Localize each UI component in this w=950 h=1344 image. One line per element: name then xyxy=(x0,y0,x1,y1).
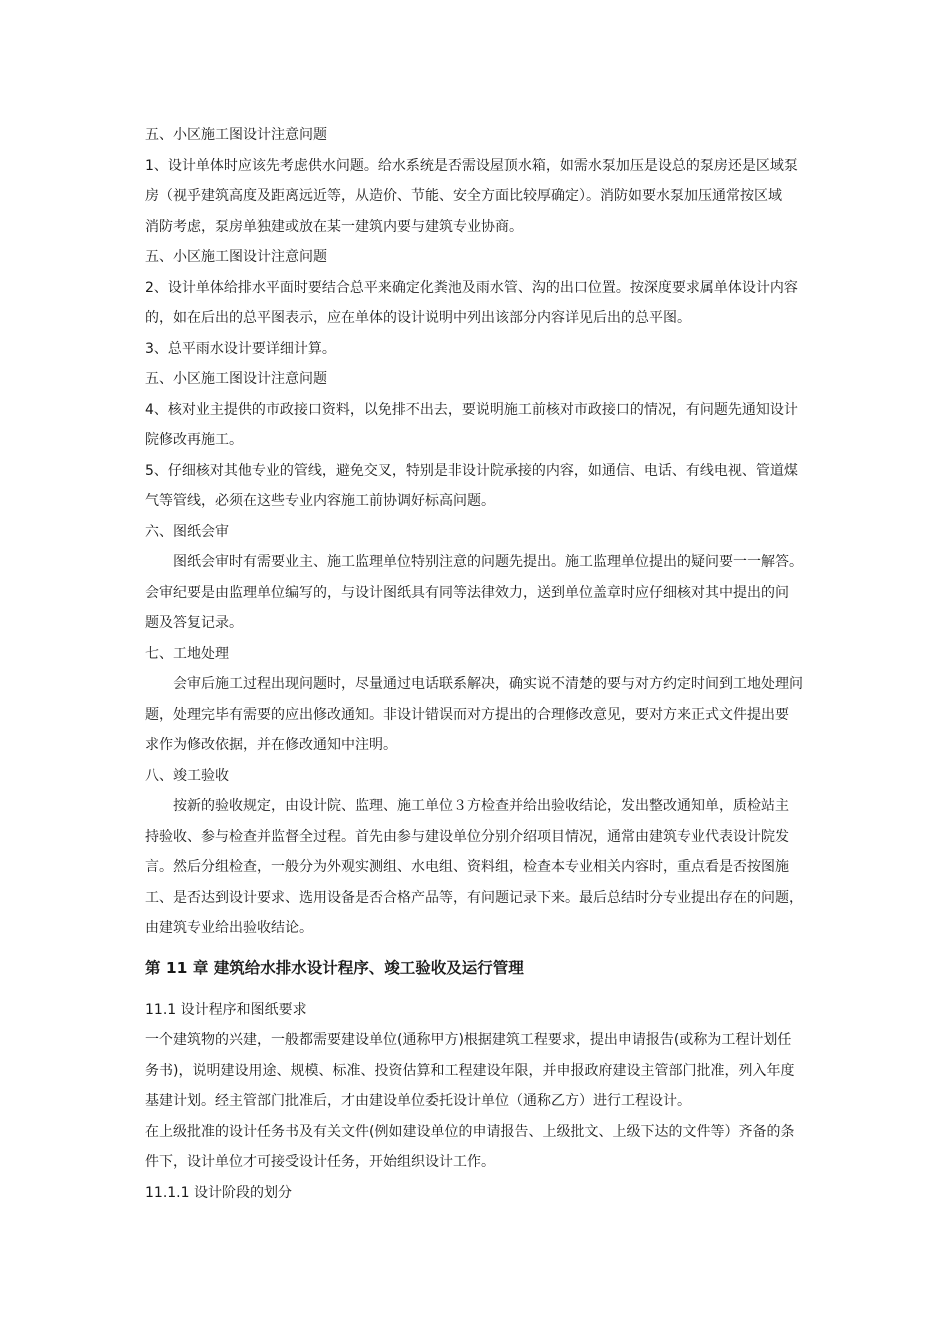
section-heading: 六、图纸会审 xyxy=(145,523,229,540)
paragraph-line: 的，如在后出的总平图表示，应在单体的设计说明中列出该部分内容详见后出的总平图。 xyxy=(145,310,691,326)
paragraph-line: 4、核对业主提供的市政接口资料，以免排不出去，要说明施工前核对市政接口的情况，有问题先通知设计 xyxy=(145,401,798,418)
paragraph-line: 会审后施工过程出现问题时，尽量通过电话联系解决，确实说不清楚的要与对方约定时间到工地处理问 xyxy=(173,676,803,692)
paragraph-line: 会审纪要是由监理单位编写的，与设计图纸具有同等法律效力，送到单位盖章时应仔细核对其中提出的问 xyxy=(145,584,789,601)
paragraph-line: 图纸会审时有需要业主、施工监理单位特别注意的问题先提出。施工监理单位提出的疑问要一一解答。 xyxy=(173,554,803,570)
paragraph-line: 气等管线，必须在这些专业内容施工前协调好标高问题。 xyxy=(145,493,495,509)
paragraph-line: 一个建筑物的兴建，一般都需要建设单位(通称甲方)根据建筑工程要求，提出申请报告(或称为工程计划任 xyxy=(145,1032,792,1048)
paragraph-line: 求作为修改依据，并在修改通知中注明。 xyxy=(145,737,397,753)
chapter-title: 第 11 章 建筑给水排水设计程序、竣工验收及运行管理 xyxy=(145,958,524,977)
paragraph-line: 题及答复记录。 xyxy=(145,615,243,631)
paragraph-line: 言。然后分组检查，一般分为外观实测组、水电组、资料组，检查本专业相关内容时，重点看是否按图施 xyxy=(145,859,789,875)
section-heading: 八、竣工验收 xyxy=(145,767,229,784)
section-heading: 五、小区施工图设计注意问题 xyxy=(145,127,327,143)
section-heading: 七、工地处理 xyxy=(145,645,229,662)
paragraph-line: 基建计划。经主管部门批准后，才由建设单位委托设计单位（通称乙方）进行工程设计。 xyxy=(145,1093,691,1109)
paragraph-line: 消防考虑，泵房单独建或放在某一建筑内要与建筑专业协商。 xyxy=(145,218,523,235)
paragraph-line: 院修改再施工。 xyxy=(145,432,243,448)
paragraph-line: 1、设计单体时应该先考虑供水问题。给水系统是否需设屋顶水箱，如需水泵加压是设总的泵房还是区域泵 xyxy=(145,157,798,174)
subsection-heading: 11.1.1 设计阶段的划分 xyxy=(145,1184,292,1201)
paragraph-line: 务书)，说明建设用途、规模、标准、投资估算和工程建设年限，并申报政府建设主管部门批准，列入年度 xyxy=(145,1062,795,1079)
paragraph-line: 工、是否达到设计要求、选用设备是否合格产品等，有问题记录下来。最后总结时分专业提出存在的问题， xyxy=(145,889,803,906)
paragraph-line: 持验收、参与检查并监督全过程。首先由参与建设单位分别介绍项目情况，通常由建筑专业代表设计院发 xyxy=(145,828,789,845)
paragraph-line: 2、设计单体给排水平面时要结合总平来确定化粪池及雨水管、沟的出口位置。按深度要求属单体设计内容 xyxy=(145,279,798,296)
document-page xyxy=(145,120,813,1208)
paragraph-line: 按新的验收规定，由设计院、监理、施工单位３方检查并给出验收结论，发出整改通知单，质检站主 xyxy=(173,798,789,814)
paragraph-line: 题，处理完毕有需要的应出修改通知。非设计错误而对方提出的合理修改意见，要对方来正式文件提出要 xyxy=(145,706,789,723)
paragraph-line: 由建筑专业给出验收结论。 xyxy=(145,920,313,936)
section-heading: 五、小区施工图设计注意问题 xyxy=(145,249,327,265)
subsection-heading: 11.1 设计程序和图纸要求 xyxy=(145,1001,307,1018)
paragraph-line: 在上级批准的设计任务书及有关文件(例如建设单位的申请报告、上级批文、上级下达的文件等）齐备的条 xyxy=(145,1123,795,1140)
paragraph-line: 5、仔细核对其他专业的管线，避免交叉，特别是非设计院承接的内容，如通信、电话、有线电视、管道煤 xyxy=(145,462,798,479)
paragraph-line: 房（视乎建筑高度及距离远近等，从造价、节能、安全方面比较厚确定）。消防如要水泵加压通常按区域 xyxy=(145,188,782,204)
section-heading: 五、小区施工图设计注意问题 xyxy=(145,371,327,387)
paragraph-line: 3、总平雨水设计要详细计算。 xyxy=(145,340,336,357)
paragraph-line: 件下，设计单位才可接受设计任务，开始组织设计工作。 xyxy=(145,1154,495,1170)
